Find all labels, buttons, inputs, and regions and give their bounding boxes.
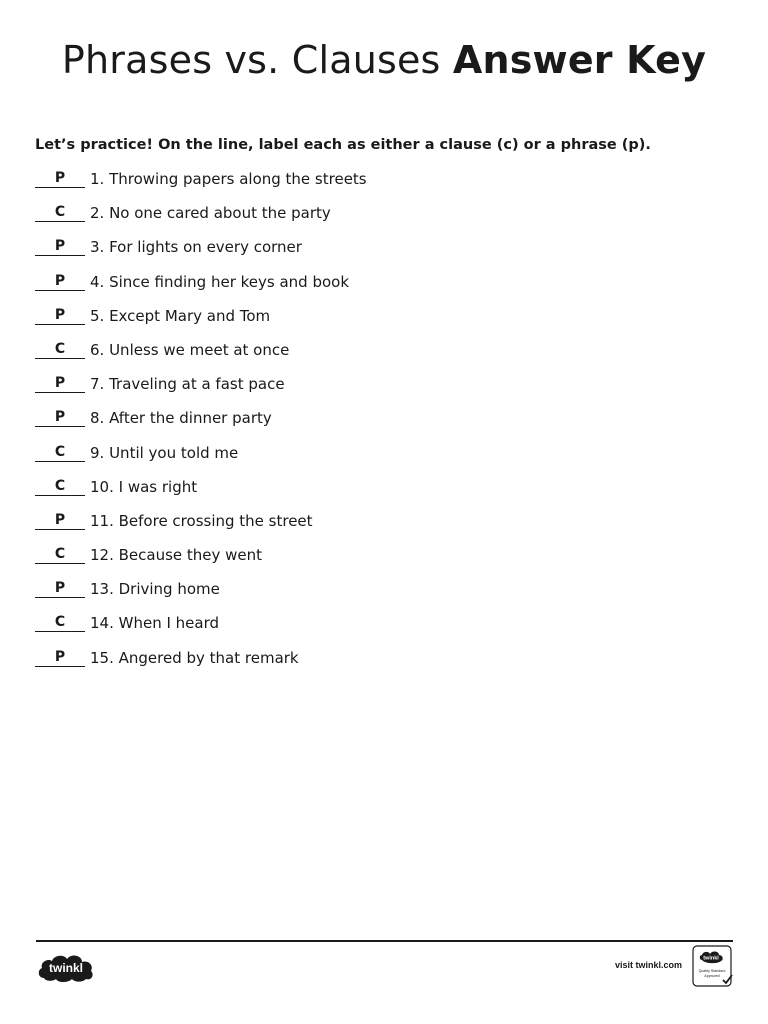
footer-divider [36, 940, 733, 942]
answer-item [35, 204, 367, 238]
item-text: 3. For lights on every corner [90, 238, 302, 257]
answer-item [35, 649, 367, 683]
item-text: 8. After the dinner party [90, 409, 272, 428]
answer-item [35, 307, 367, 341]
quality-badge [692, 945, 734, 987]
answer-item [35, 614, 367, 648]
item-text: 9. Until you told me [90, 443, 239, 462]
answer-item [35, 238, 367, 272]
item-text: 4. Since finding her keys and book [90, 272, 350, 291]
item-text: 12. Because they went [90, 546, 263, 565]
logo-text: twinkl [48, 961, 84, 975]
item-text: 11. Before crossing the street [90, 511, 313, 530]
instructions: Let’s practice! On the line, label each as either a clause (c) or a phrase (p). [35, 137, 651, 153]
answer-blank: C [35, 478, 85, 496]
answer-item [35, 580, 367, 614]
answer-item [35, 478, 367, 512]
answer-blank: P [35, 170, 85, 188]
answer-item [35, 273, 367, 307]
answer-item [35, 444, 367, 478]
answer-blank: C [35, 444, 85, 462]
answer-blank: P [35, 409, 85, 427]
twinkl-logo[interactable] [36, 950, 96, 984]
item-text: 15. Angered by that remark [90, 648, 299, 667]
answer-blank: C [35, 341, 85, 359]
answer-blank: P [35, 375, 85, 393]
answer-blank: C [35, 546, 85, 564]
answer-item [35, 409, 367, 443]
answer-blank: P [35, 238, 85, 256]
item-text: 13. Driving home [90, 580, 220, 599]
answer-blank: P [35, 580, 85, 598]
answer-blank: P [35, 649, 85, 667]
answer-list [35, 170, 367, 683]
answer-item [35, 512, 367, 546]
answer-item [35, 170, 367, 204]
item-text: 2. No one cared about the party [90, 204, 331, 223]
answer-blank: C [35, 614, 85, 632]
answer-item [35, 546, 367, 580]
visit-link[interactable]: visit twinkl.com [615, 960, 683, 970]
title-regular: Phrases vs. Clauses [61, 38, 441, 82]
page-title [0, 38, 768, 82]
answer-blank: P [35, 273, 85, 291]
item-text: 1. Throwing papers along the streets [90, 170, 367, 188]
item-text: 5. Except Mary and Tom [90, 306, 271, 325]
answer-blank: C [35, 204, 85, 222]
answer-blank: P [35, 307, 85, 325]
badge-line2: Approved [704, 974, 720, 978]
item-text: 6. Unless we meet at once [90, 340, 290, 359]
badge-brand: twinkl [703, 955, 719, 962]
item-text: 7. Traveling at a fast pace [90, 375, 285, 394]
answer-item [35, 375, 367, 409]
answer-blank: P [35, 512, 85, 530]
item-text: 10. I was right [90, 477, 198, 496]
item-text: 14. When I heard [90, 614, 220, 633]
title-bold: Answer Key [452, 38, 707, 82]
badge-line1: Quality Standard [698, 969, 726, 973]
answer-item [35, 341, 367, 375]
